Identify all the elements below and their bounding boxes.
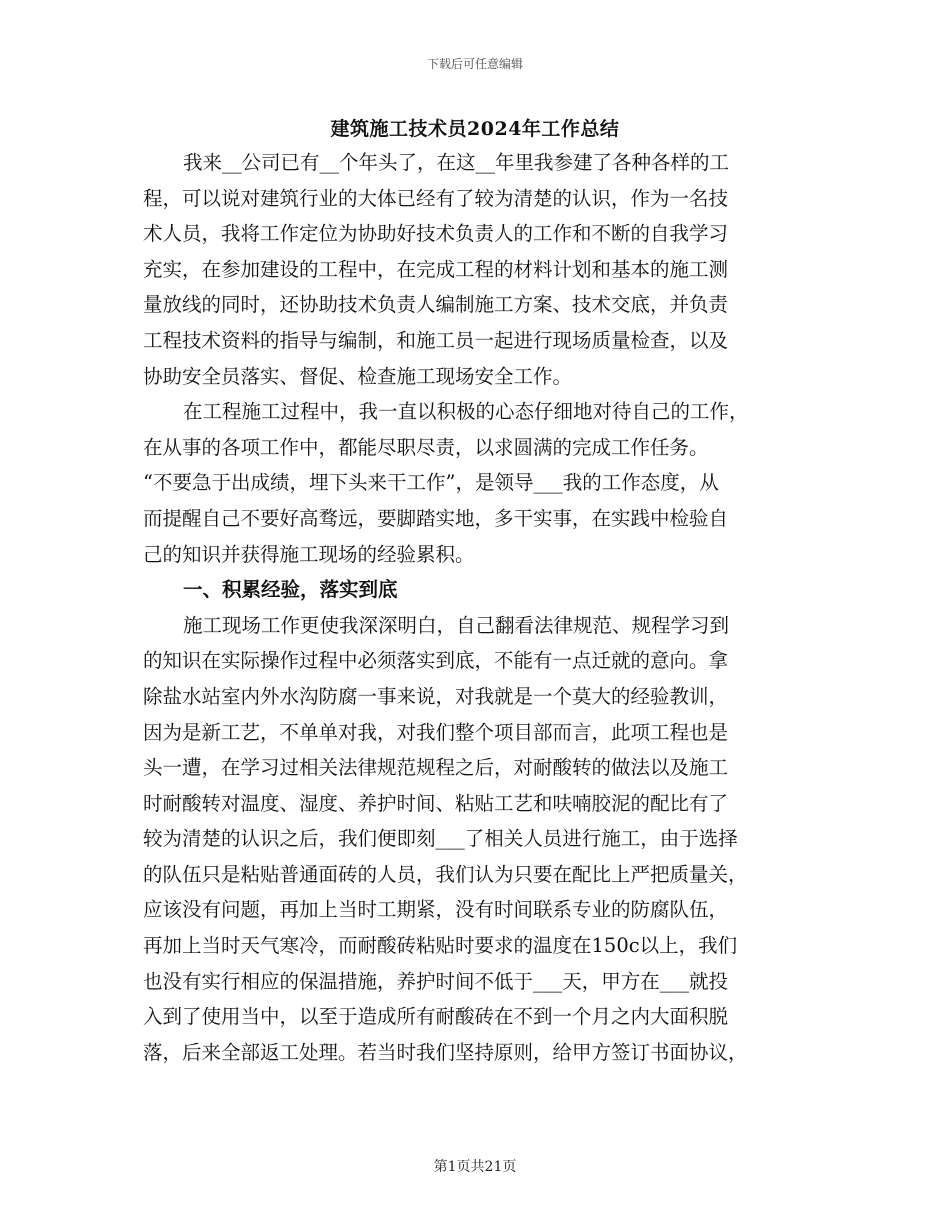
text-line: 而提醒自己不要好高骛远，要脚踏实地，多干实事，在实践中检验自 (143, 506, 729, 530)
text-line: 也没有实行相应的保温措施，养护时间不低于___天，甲方在___就投 (143, 969, 729, 993)
text-line: 的队伍只是粘贴普通面砖的人员，我们认为只要在配比上严把质量关， (143, 862, 748, 886)
text-line: 应该没有问题，再加上当时工期紧，没有时间联系专业的防腐队伍， (143, 898, 729, 922)
text-line: 在工程施工过程中，我一直以积极的心态仔细地对待自己的工作， (183, 400, 749, 424)
text-line: 术人员，我将工作定位为协助好技术负责人的工作和不断的自我学习 (143, 222, 729, 246)
text-line: 的知识在实际操作过程中必须落实到底，不能有一点迁就的意向。拿 (143, 649, 729, 673)
document-body (143, 145, 805, 1070)
text-line: 程，可以说对建筑行业的大体已经有了较为清楚的认识，作为一名技 (143, 186, 729, 210)
text-line: 头一遭，在学习过相关法律规范规程之后，对耐酸转的做法以及施工 (143, 756, 729, 780)
text-line: 时耐酸转对温度、湿度、养护时间、粘贴工艺和呋喃胶泥的配比有了 (143, 791, 729, 815)
page-header: 下载后可任意编辑 (426, 57, 523, 71)
text-line: 落，后来全部返工处理。若当时我们坚持原则，给甲方签订书面协议， (143, 1040, 748, 1064)
text-line: 较为清楚的认识之后，我们便即刻___了相关人员进行施工，由于选择 (143, 827, 738, 851)
text-line: 入到了使用当中，以至于造成所有耐酸砖在不到一个月之内大面积脱 (143, 1005, 729, 1029)
text-line: 充实，在参加建设的工程中，在完成工程的材料计划和基本的施工测 (143, 257, 729, 281)
text-line: 协助安全员落实、督促、检查施工现场安全工作。 (143, 364, 573, 388)
text-line: 量放线的同时，还协助技术负责人编制施工方案、技术交底，并负责 (143, 293, 729, 317)
section-heading: 一、积累经验，落实到底 (183, 578, 398, 602)
page-footer: 第1页共21页 (433, 1159, 517, 1175)
text-line: 在从事的各项工作中，都能尽职尽责，以求圆满的完成工作任务。 (143, 435, 709, 459)
text-line: 施工现场工作更使我深深明白，自己翻看法律规范、规程学习到 (183, 613, 730, 637)
text-line: 除盐水站室内外水沟防腐一事来说，对我就是一个莫大的经验教训， (143, 684, 729, 708)
text-line: “不要急于出成绩，埋下头来干工作”，是领导___我的工作态度，从 (143, 471, 719, 495)
text-line: 己的知识并获得施工现场的经验累积。 (143, 542, 475, 566)
text-line: 工程技术资料的指导与编制，和施工员一起进行现场质量检查，以及 (143, 328, 729, 352)
text-line: 再加上当时天气寒冷，而耐酸砖粘贴时要求的温度在150c以上，我们 (143, 934, 738, 958)
text-line: 我来__公司已有__个年头了，在这__年里我参建了各种各样的工 (183, 151, 730, 174)
document-title: 建筑施工技术员2024年工作总结 (330, 118, 620, 140)
text-line: 因为是新工艺，不单单对我，对我们整个项目部而言，此项工程也是 (143, 720, 729, 744)
